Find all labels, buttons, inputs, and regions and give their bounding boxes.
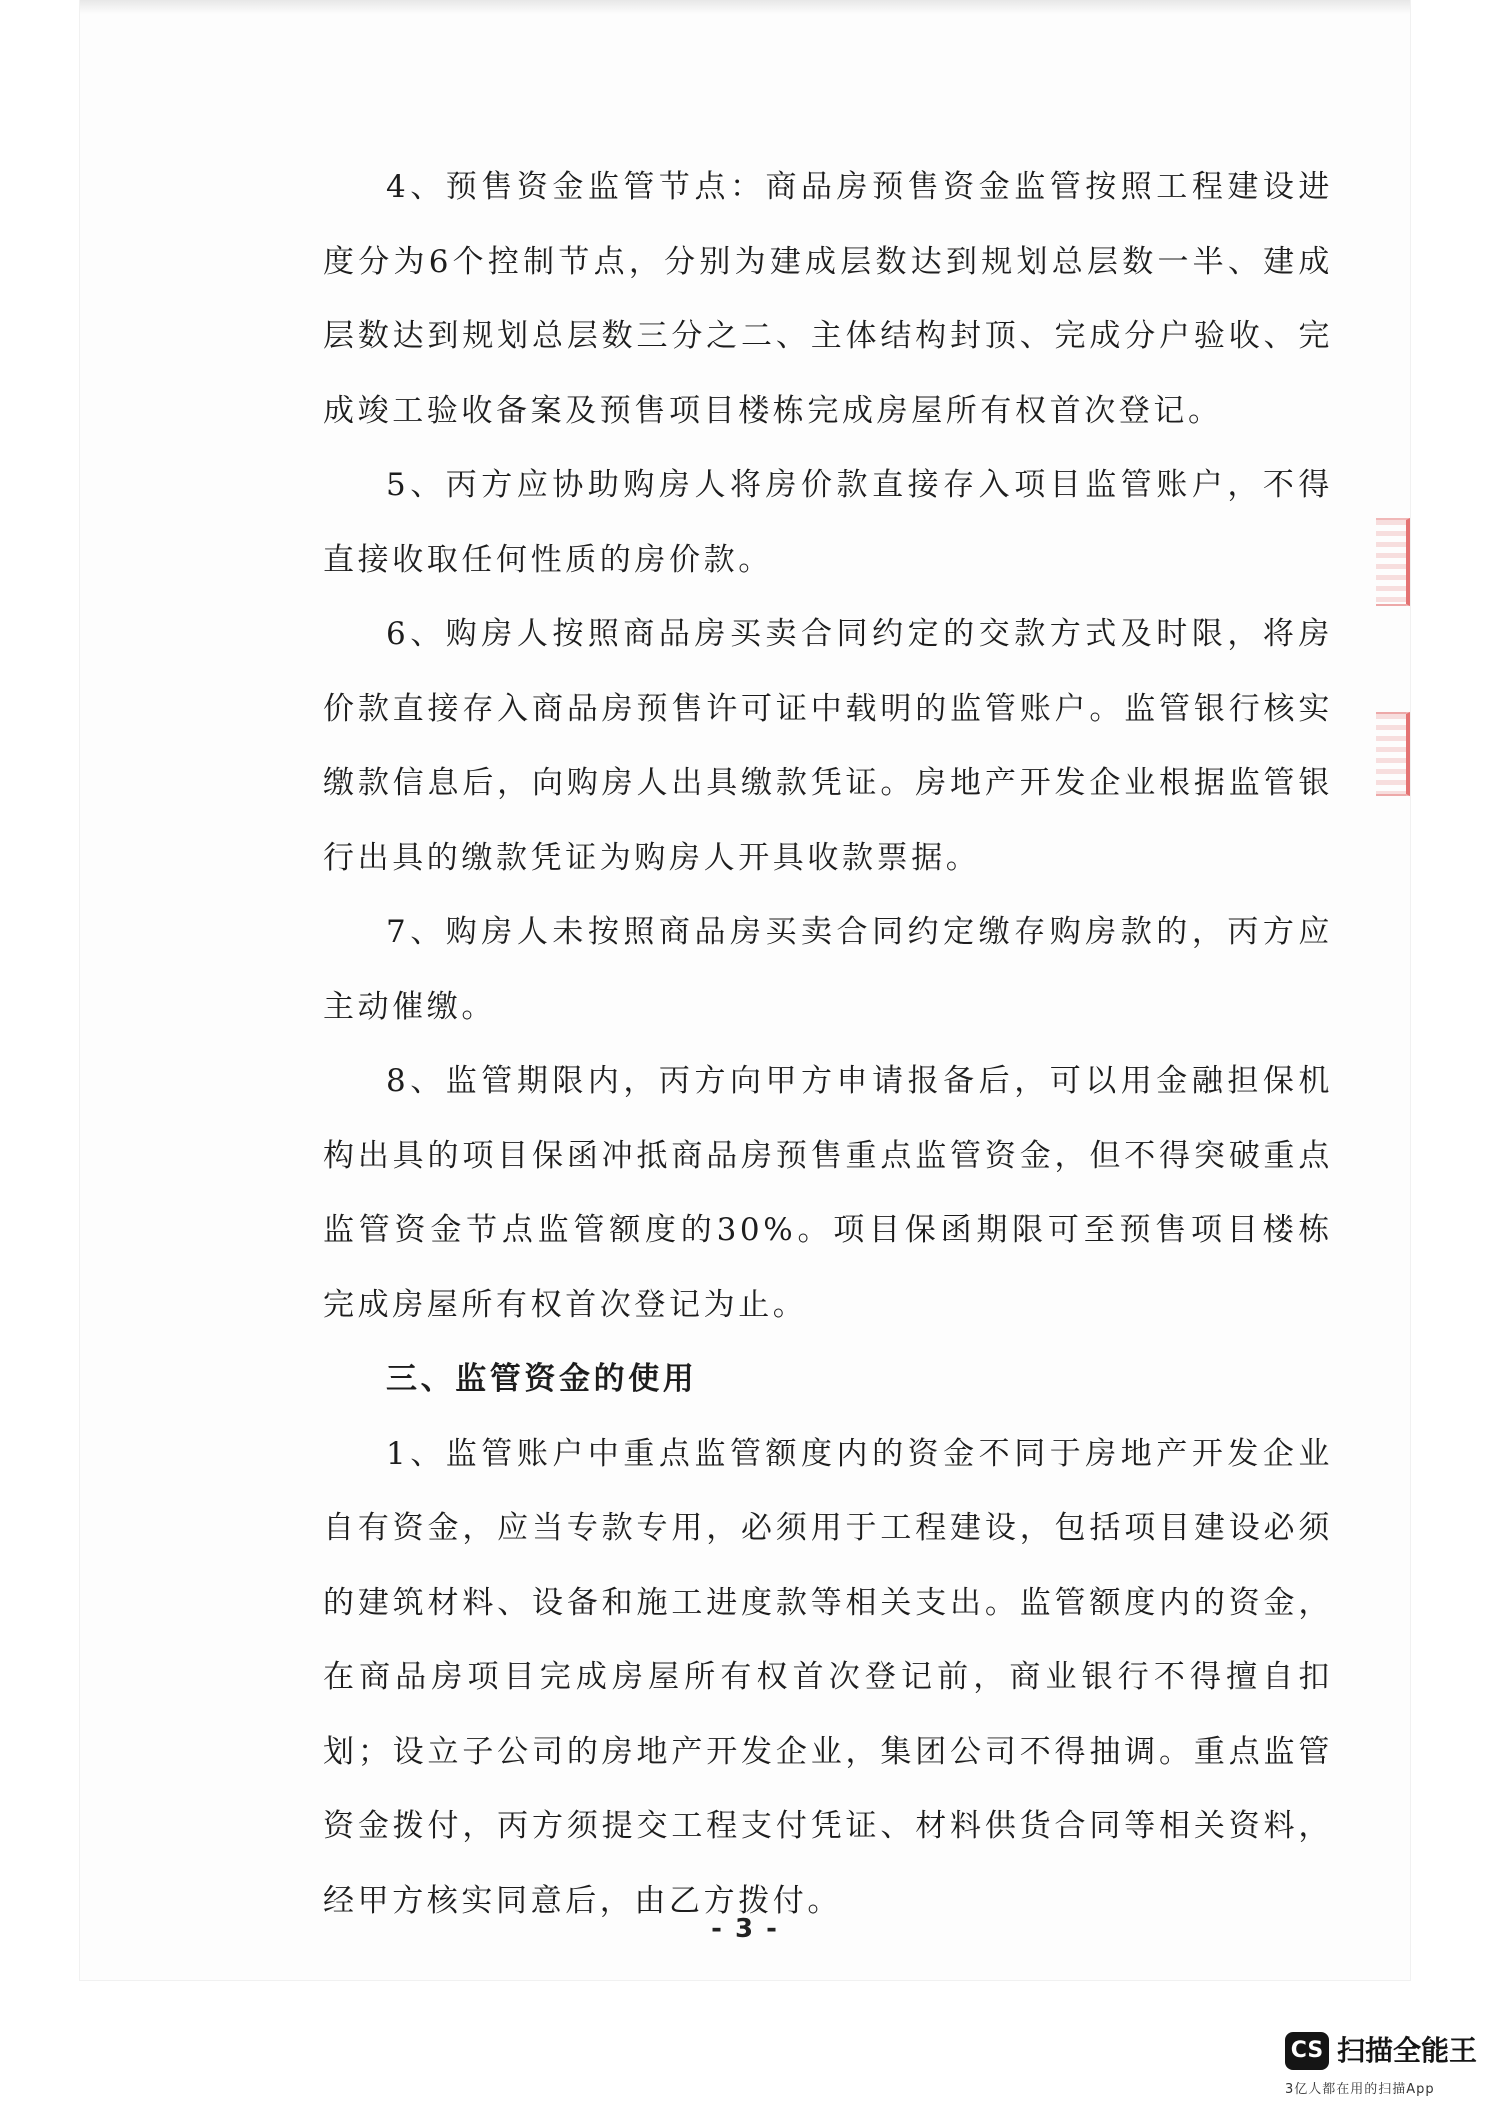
camscanner-logo-icon: CS [1285,2032,1329,2070]
section-paragraph-1: 1、监管账户中重点监管额度内的资金不同于房地产开发企业自有资金，应当专款专用，必须用于工程建设，包括项目建设必须的建筑材料、设备和施工进度款等相关支出。监管额度内的资金，在商品房项目完成房屋所有权首次登记前，商业银行不得擅自扣划；设立子公司的房地产开发企业，集团公司不得抽调。重点监管资金拨付，丙方须提交工程支付凭证、材料供货合同等相关资料，经甲方核实同意后，由乙方拨付。 [323,1435,1333,1919]
red-seal-fragment-top [1376,518,1410,606]
paragraph-6: 6、购房人按照商品房买卖合同约定的交款方式及时限，将房价款直接存入商品房预售许可证中载明的监管账户。监管银行核实缴款信息后，向购房人出具缴款凭证。房地产开发企业根据监管银行出具的缴款凭证为购房人开具收款票据。 [323,616,1333,876]
paragraph-7: 7、购房人未按照商品房买卖合同约定缴存购房款的，丙方应主动催缴。 [323,914,1333,1025]
section-heading: 三、监管资金的使用 [386,1361,698,1397]
document-page [80,0,1410,1980]
page-number: - 3 - [711,1914,779,1944]
document-body [323,150,1333,1938]
paragraph-8: 8、监管期限内，丙方向甲方申请报备后，可以用金融担保机构出具的项目保函冲抵商品房预售重点监管资金，但不得突破重点监管资金节点监管额度的30%。项目保函期限可至预售项目楼栋完成房屋所有权首次登记为止。 [323,1063,1333,1323]
watermark-title: 扫描全能王 [1337,2034,1478,2067]
paragraph-5: 5、丙方应协助购房人将房价款直接存入项目监管账户，不得直接收取任何性质的房价款。 [323,467,1333,578]
scan-top-edge [80,0,1410,14]
scanner-watermark [1285,2032,1485,2102]
red-seal-fragment-bottom [1376,712,1410,796]
watermark-subtitle: 3亿人都在用的扫描App [1285,2082,1435,2097]
paragraph-4: 4、预售资金监管节点：商品房预售资金监管按照工程建设进度分为6个控制节点，分别为建成层数达到规划总层数一半、建成层数达到规划总层数三分之二、主体结构封顶、完成分户验收、完成竣工验收备案及预售项目楼栋完成房屋所有权首次登记。 [323,169,1333,429]
